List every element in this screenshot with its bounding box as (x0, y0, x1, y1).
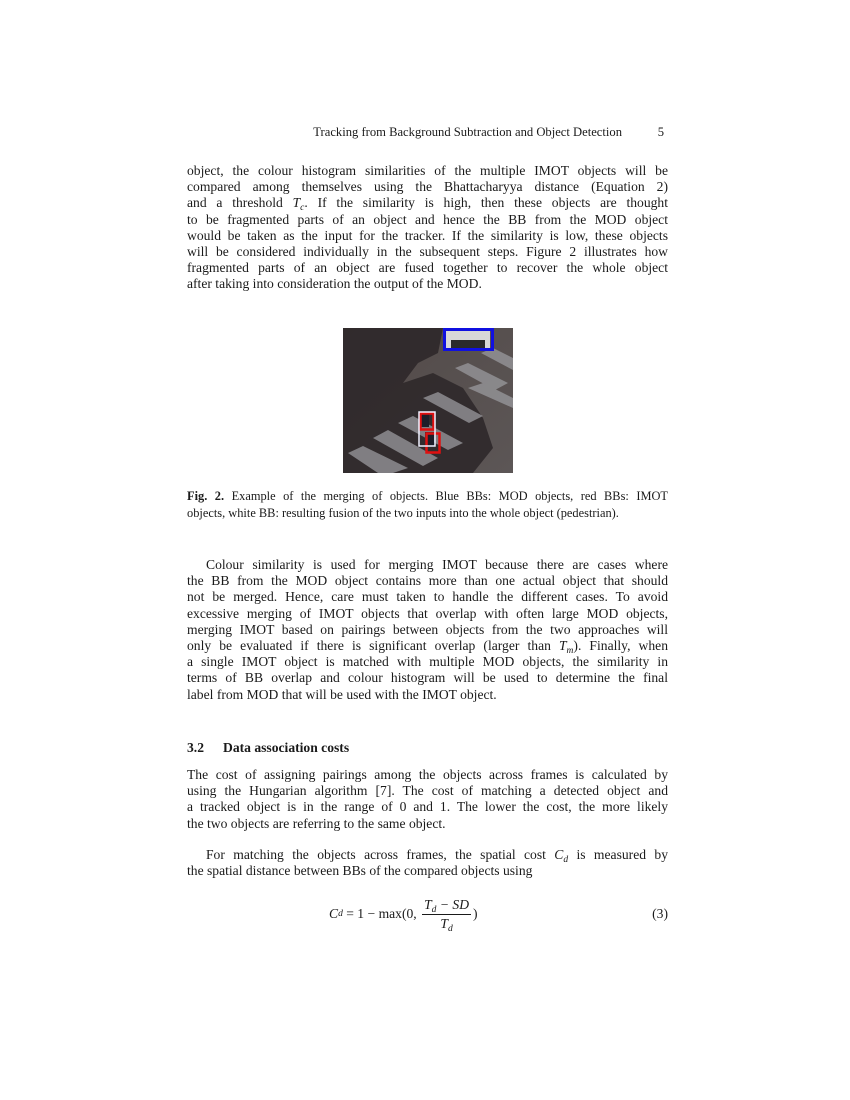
text-line: Colour similarity is used for merging IMOT because there are cases where (206, 557, 668, 572)
text-line: using the Hungarian algorithm [7]. The cost of matching a detected object and (187, 783, 668, 799)
eq-mid: = 1 − max(0, (342, 906, 421, 921)
text-line: excessive merging of IMOT objects that overlap with often large MOD objects, (187, 605, 668, 621)
eq-den: T (440, 915, 448, 931)
text-line: merging IMOT based on pairings between objects from the two approaches will (187, 621, 668, 637)
caption-line: Example of the merging of objects. Blue BBs: MOD objects, red BBs: IMOT (231, 489, 668, 503)
text-line: terms of BB overlap and colour histogram will be used to determine the final (187, 670, 668, 686)
equation-3: C d = 1 − max(0, $\frac{T_d - SD}{T_d}$ ) (3) (329, 896, 668, 934)
text-line: compared among themselves using the Bhattacharyya distance (Equation 2) (187, 179, 668, 195)
eq-num-rest: − SD (436, 896, 470, 912)
text-line: only be evaluated if there is significant overlap (larger than $T_m$). Finally, when (187, 637, 668, 656)
section-title: Data association costs (223, 740, 350, 755)
paragraph-fragment-merging (187, 163, 668, 293)
inline-math: $T_m$ (558, 637, 574, 656)
paragraph-association-cost (187, 767, 668, 832)
figure-2-image (343, 328, 513, 473)
equation-number: (3) (652, 906, 668, 921)
text-line: the two objects are referring to the same object. (187, 815, 446, 831)
text-line: after taking into consideration the output of the MOD. (187, 276, 482, 292)
text-line: the BB from the MOD object contains more than one actual object that should (187, 573, 668, 589)
text-line: object, the colour histogram similarities of the multiple IMOT objects will be (187, 163, 668, 178)
eq-lhs: C (329, 906, 339, 921)
text-line: and a threshold $T_c$. If the similarity is high, then these objects are thought (187, 195, 668, 214)
text-line: a single IMOT object is matched with multiple MOD objects, the similarity in (187, 654, 668, 670)
caption-line: objects, white BB: resulting fusion of the two inputs into the whole object (pedestrian). (187, 505, 619, 520)
text-line: the spatial distance between BBs of the compared objects using (187, 863, 533, 879)
running-header (187, 125, 668, 141)
eq-num: T (424, 896, 432, 912)
section-heading (187, 740, 349, 756)
text-line: to be fragmented parts of an object and hence the BB from the MOD object (187, 211, 668, 227)
figure-caption (187, 488, 668, 521)
text-line: The cost of assigning pairings among the objects across frames is calculated by (187, 767, 668, 782)
inline-math: $C_d$ (554, 847, 569, 865)
paragraph-spatial-cost (187, 847, 668, 879)
eq-num-sub: d (431, 904, 437, 915)
inline-math: $T_c$ (292, 195, 305, 214)
text-line: a tracked object is in the range of 0 and 1. The lower the cost, the more likely (187, 799, 668, 815)
running-title: Tracking from Background Subtraction and Object Detection (313, 125, 622, 139)
text-line: not be merged. Hence, care must taken to handle the different cases. To avoid (187, 589, 668, 605)
text-line: would be taken as the input for the tracker. If the similarity is low, these objects (187, 227, 668, 243)
page-number: 5 (657, 125, 664, 139)
text-line: label from MOD that will be used with the IMOT object. (187, 686, 497, 702)
eq-close: ) (473, 906, 478, 921)
section-number: 3.2 (187, 740, 204, 755)
text-line: will be considered individually in the subsequent steps. Figure 2 illustrates how (187, 243, 668, 259)
text-line: fragmented parts of an object are fused together to recover the whole object (187, 260, 668, 276)
paragraph-colour-similarity (187, 557, 668, 703)
eq-den-sub: d (447, 923, 453, 934)
text-line: For matching the objects across frames, the spatial cost $C_d$ is measured by (206, 847, 668, 865)
eq-fraction (422, 897, 471, 932)
figure-label: Fig. 2. (187, 489, 225, 503)
